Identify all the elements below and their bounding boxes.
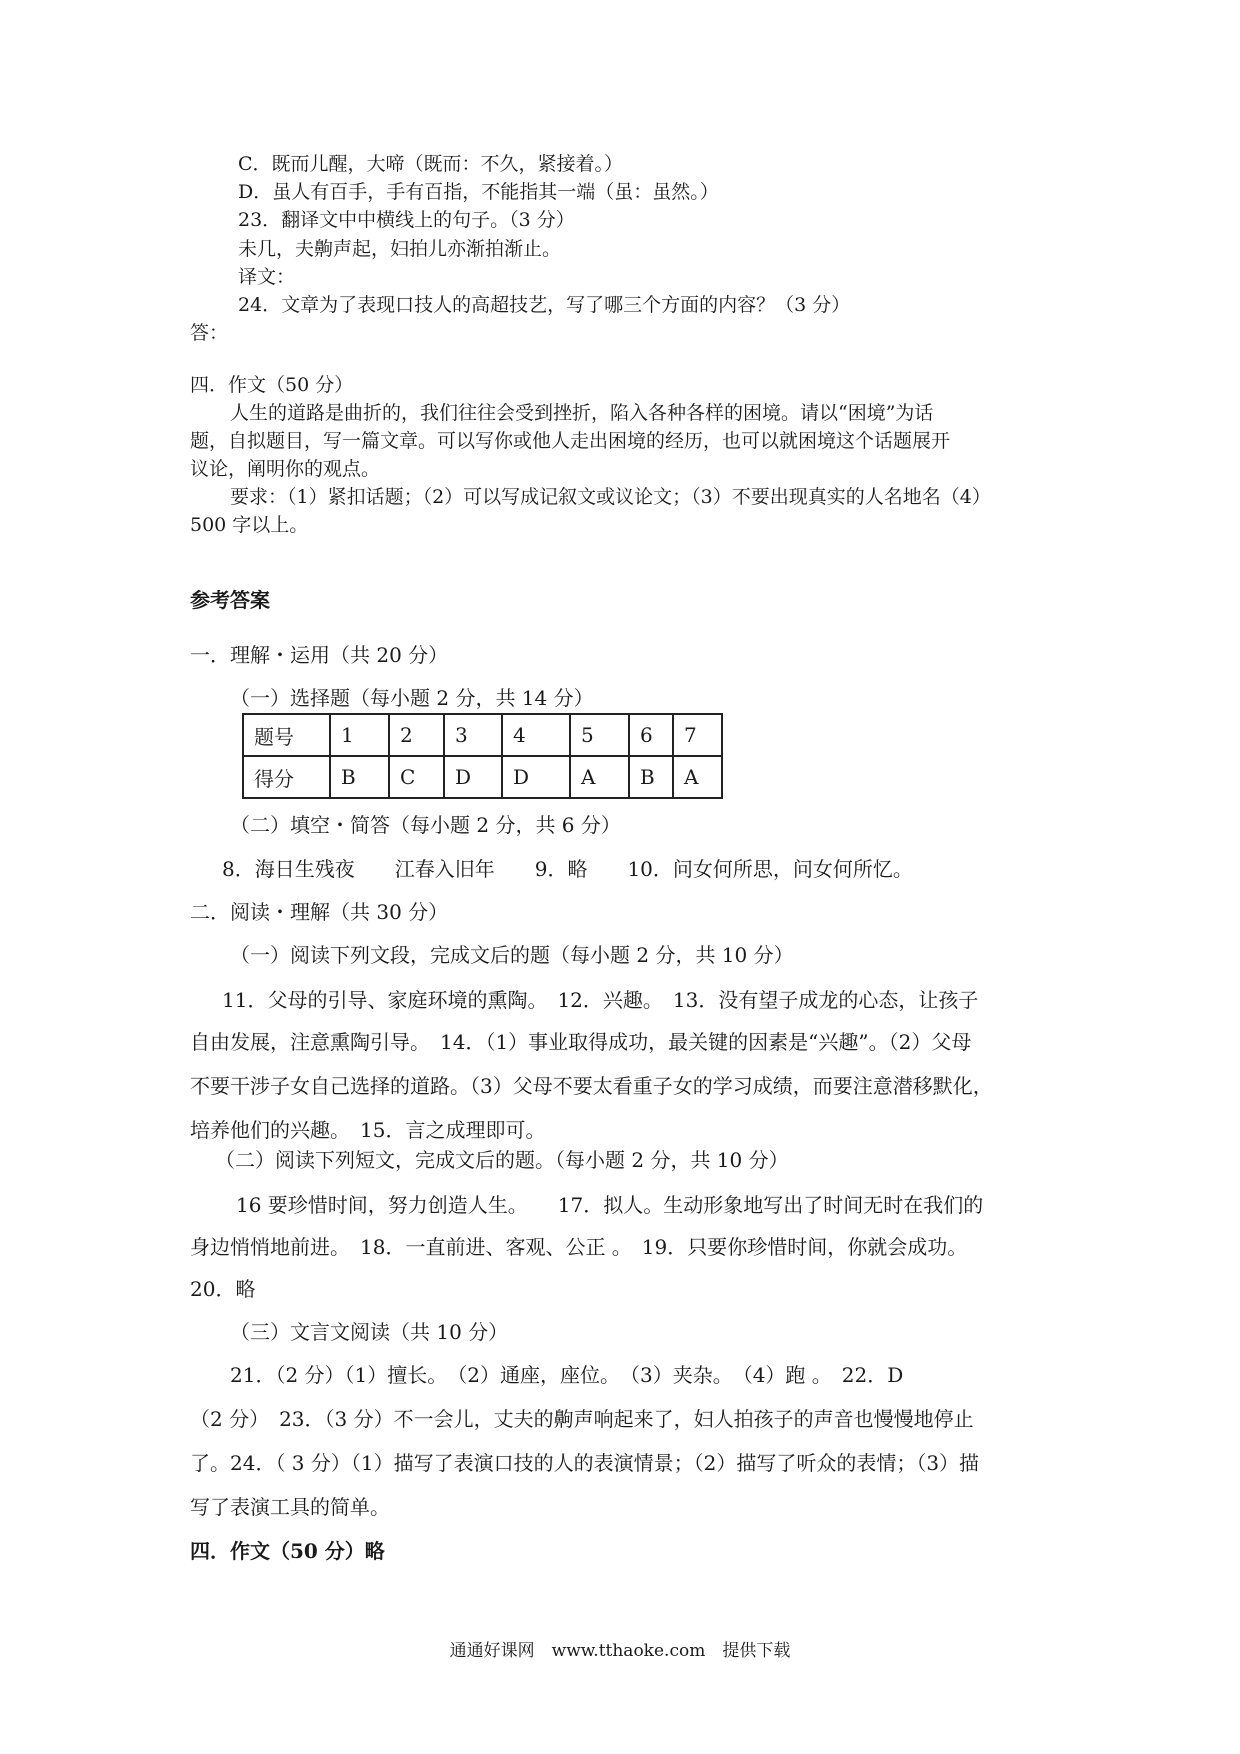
table-cell: 2 <box>389 714 444 756</box>
table-cell: 6 <box>629 714 673 756</box>
option-d: D．虽人有百手，手有百指，不能指其一端（虽：虽然。） <box>238 181 719 203</box>
essay-prompt-line-1: 人生的道路是曲折的，我们往往会受到挫折，陷入各种各样的困境。请以“困境”为话 <box>230 402 934 424</box>
section-1-sub-2: （二）填空・简答（每小题 2 分，共 6 分） <box>230 813 621 837</box>
reading-3-line-2: （2 分） 23．（3 分）不一会儿，丈夫的齁声响起来了，妇人拍孩子的声音也慢慢地停止 <box>190 1407 974 1431</box>
section-1-sub-1: （一）选择题（每小题 2 分，共 14 分） <box>230 686 594 710</box>
reading-1-line-1: 11．父母的引导、家庭环境的熏陶。 12．兴趣。 13．没有望子成龙的心态，让孩子 <box>222 988 979 1012</box>
answer-table <box>242 713 723 799</box>
section-1-heading: 一．理解・运用（共 20 分） <box>190 643 449 667</box>
essay-heading: 四．作文（50 分） <box>190 374 354 396</box>
essay-prompt-line-3: 议论，阐明你的观点。 <box>190 458 381 480</box>
table-cell: B <box>330 756 389 798</box>
reading-3-line-3: 了。24．（ 3 分）（1）描写了表演口技的人的表演情景；（2）描写了听众的表情；（3）描 <box>190 1451 980 1475</box>
reading-1-line-2: 自由发展，注意熏陶引导。 14．（1）事业取得成功，最关键的因素是“兴趣”。（2）父母 <box>190 1030 972 1054</box>
reading-2-line-2: 身边悄悄地前进。 18．一直前进、客观、公正 。 19．只要你珍惜时间，你就会成功。 <box>190 1235 968 1259</box>
reading-1-line-3: 不要干涉子女自己选择的道路。（3）父母不要太看重子女的学习成绩，而要注意潜移默化， <box>190 1074 993 1098</box>
table-cell: 3 <box>444 714 502 756</box>
table-cell: C <box>389 756 444 798</box>
table-row <box>243 714 722 756</box>
essay-requirements-line-1: 要求：（1）紧扣话题；（2）可以写成记叙文或议论文；（3）不要出现真实的人名地名（4） <box>230 486 991 508</box>
table-cell: 7 <box>673 714 722 756</box>
table-cell: A <box>570 756 629 798</box>
reading-1-line-4: 培养他们的兴趣。 15．言之成理即可。 <box>190 1118 546 1142</box>
translation-label: 译文： <box>238 266 296 288</box>
table-cell: D <box>502 756 570 798</box>
table-cell: 5 <box>570 714 629 756</box>
footer-credit: 通通好课网 www.tthaoke.com 提供下载 <box>449 1641 791 1661</box>
table-cell: 题号 <box>243 714 330 756</box>
section-2-sub-1: （一）阅读下列文段，完成文后的题（每小题 2 分，共 10 分） <box>230 943 794 967</box>
table-cell: D <box>444 756 502 798</box>
essay-prompt-line-2: 题，自拟题目，写一篇文章。可以写你或他人走出困境的经历，也可以就困境这个话题展开 <box>190 430 951 452</box>
table-row <box>243 756 722 798</box>
reading-3-line-1: 21．（2 分）（1）擅长。 （2）通座，座位。 （3）夹杂。 （4）跑 。 22．D <box>230 1363 904 1387</box>
question-24: 24．文章为了表现口技人的高超技艺，写了哪三个方面的内容？（3 分） <box>238 294 851 316</box>
reading-2-line-3: 20．略 <box>190 1277 256 1301</box>
answers-title: 参考答案 <box>190 588 270 612</box>
table-cell: 4 <box>502 714 570 756</box>
reading-3-line-4: 写了表演工具的简单。 <box>190 1495 390 1519</box>
table-cell: B <box>629 756 673 798</box>
option-c: C．既而儿醒，大啼（既而：不久，紧接着。） <box>238 153 624 175</box>
essay-requirements-line-2: 500 字以上。 <box>190 514 309 536</box>
question-23-sentence: 未几，夫齁声起，妇拍儿亦渐拍渐止。 <box>238 238 562 260</box>
answer-label: 答： <box>190 322 229 344</box>
question-23: 23．翻译文中中横线上的句子。（3 分） <box>238 209 575 231</box>
section-2-sub-2: （二）阅读下列短文，完成文后的题。（每小题 2 分，共 10 分） <box>215 1148 789 1172</box>
table-cell: 1 <box>330 714 389 756</box>
table-cell: 得分 <box>243 756 330 798</box>
fill-in-answers: 8．海日生残夜 江春入旧年 9．略 10．问女何所思，问女何所忆。 <box>222 857 913 881</box>
section-4-heading: 四．作文（50 分）略 <box>190 1539 385 1563</box>
table-cell: A <box>673 756 722 798</box>
reading-2-line-1: 16 要珍惜时间，努力创造人生。 17．拟人。生动形象地写出了时间无时在我们的 <box>236 1193 984 1217</box>
section-2-heading: 二．阅读・理解（共 30 分） <box>190 900 449 924</box>
section-2-sub-3: （三）文言文阅读（共 10 分） <box>230 1320 509 1344</box>
